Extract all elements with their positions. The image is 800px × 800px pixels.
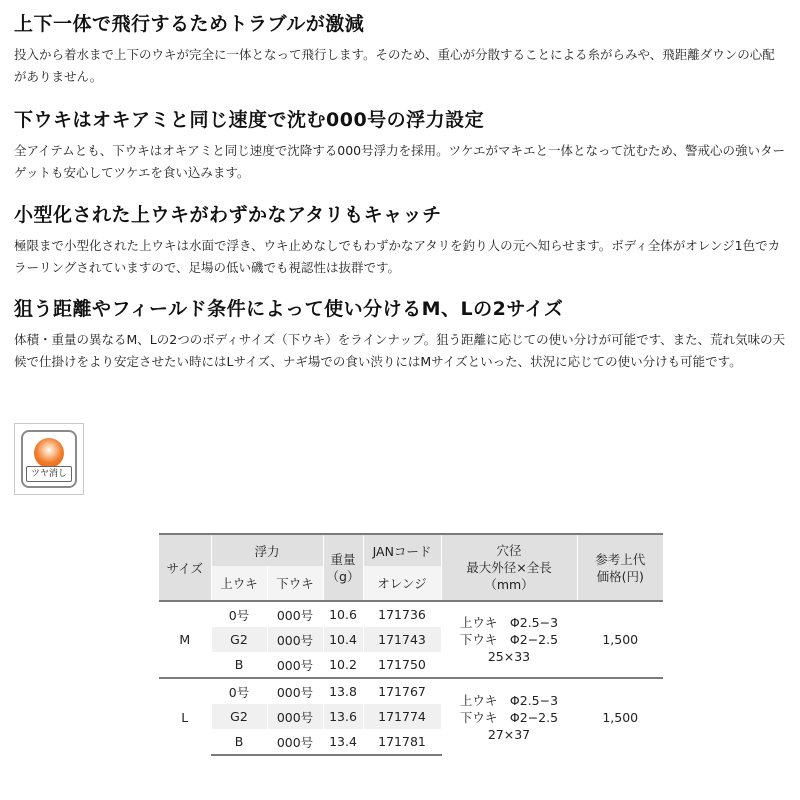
jan-cell: 171767 [363,678,441,704]
upper-float-cell: G2 [211,704,267,729]
size-cell: M [159,601,211,678]
header-price-line2: 価格(円) [596,568,644,584]
size-cell: L [159,678,211,755]
matte-finish-icon [34,438,64,468]
header-upper-float: 上ウキ [211,566,267,601]
weight-cell: 13.6 [323,704,363,729]
header-dims-line1: 穴径 [496,543,522,558]
jan-cell: 171781 [363,729,441,755]
header-jan: JANコード [363,534,441,566]
upper-float-cell: 0号 [211,601,267,627]
table-row [159,601,663,627]
feature-section-1 [14,12,786,88]
dims-lower: 下ウキ Φ2−2.5 [459,632,559,647]
header-dims-line3: （mm） [484,577,534,592]
section-body: 体積・重量の異なるM、Lの2つのボディサイズ（下ウキ）をラインナップ。狙う距離に応じての使い分けが可能です、また、荒れ気味の天候で仕掛けをより安定させたい時にはLサイズ、ナギ場での食い渋りにはMサイズといった、状況に応じての使い分けも可能です。 [14,332,786,369]
header-price [577,534,663,601]
section-heading: 小型化された上ウキがわずかなアタリもキャッチ [14,204,442,226]
section-body: 投入から着水まで上下のウキが完全に一体となって飛行します。そのため、重心が分散することによる糸がらみや、飛距離ダウンの心配がありません。 [14,47,775,84]
lower-float-cell: 000号 [267,678,323,704]
header-dims [441,534,577,601]
dims-outer: 25×33 [487,649,531,664]
jan-cell: 171743 [363,627,441,652]
price-cell: 1,500 [577,678,663,755]
upper-float-cell: B [211,652,267,678]
weight-cell: 10.4 [323,627,363,652]
header-jan-sub: オレンジ [363,566,441,601]
header-size: サイズ [159,534,211,601]
section-body: 全アイテムとも、下ウキはオキアミと同じ速度で沈降する000号浮力を採用。ツケエがマキエと一体となって沈むため、警戒心の強いターゲットも安心してツケエを食い込みます。 [14,143,785,180]
header-price-line1: 参考上代 [595,551,646,567]
upper-float-cell: G2 [211,627,267,652]
dims-outer: 27×37 [487,726,531,742]
spec-table [159,533,663,756]
header-buoyancy: 浮力 [211,534,323,566]
lower-float-cell: 000号 [267,601,323,627]
section-heading: 上下一体で飛行するためトラブルが激減 [14,13,365,35]
header-lower-float: 下ウキ [267,566,323,601]
jan-cell: 171736 [363,601,441,627]
weight-cell: 13.8 [323,678,363,704]
dims-upper: 上ウキ Φ2.5−3 [459,692,559,708]
dims-upper: 上ウキ Φ2.5−3 [459,615,559,630]
lower-float-cell: 000号 [267,652,323,678]
upper-float-cell: 0号 [211,678,267,704]
badge-label: ツヤ消し [26,466,72,482]
header-weight [323,534,363,601]
table-row [159,678,663,704]
weight-cell: 10.6 [323,601,363,627]
price-cell: 1,500 [577,601,663,678]
feature-section-4 [14,297,786,373]
header-weight-label: 重量 [330,551,356,567]
lower-float-cell: 000号 [267,704,323,729]
lower-float-cell: 000号 [267,729,323,755]
lower-float-cell: 000号 [267,627,323,652]
header-dims-line2: 最大外径×全長 [466,560,552,575]
jan-cell: 171750 [363,652,441,678]
section-heading: 下ウキはオキアミと同じ速度で沈む000号の浮力設定 [14,109,485,131]
matte-finish-badge [14,423,84,495]
badge-frame [21,430,77,488]
feature-section-3 [14,203,786,279]
dims-lower: 下ウキ Φ2−2.5 [459,709,559,725]
weight-cell: 13.4 [323,729,363,755]
dims-cell [441,601,577,678]
dims-cell [441,678,577,755]
feature-section-2 [14,108,786,184]
jan-cell: 171774 [363,704,441,729]
section-body: 極限まで小型化された上ウキは水面で浮き、ウキ止めなしでもわずかなアタリを釣り人の元へ知らせます。ボディ全体がオレンジ1色でカラーリングされていますので、足場の低い磯でも視認性は抜群です。 [14,238,781,275]
header-weight-unit: （g） [326,568,360,584]
upper-float-cell: B [211,729,267,755]
weight-cell: 10.2 [323,652,363,678]
section-heading: 狙う距離やフィールド条件によって使い分けるM、Lの2サイズ [14,298,564,320]
